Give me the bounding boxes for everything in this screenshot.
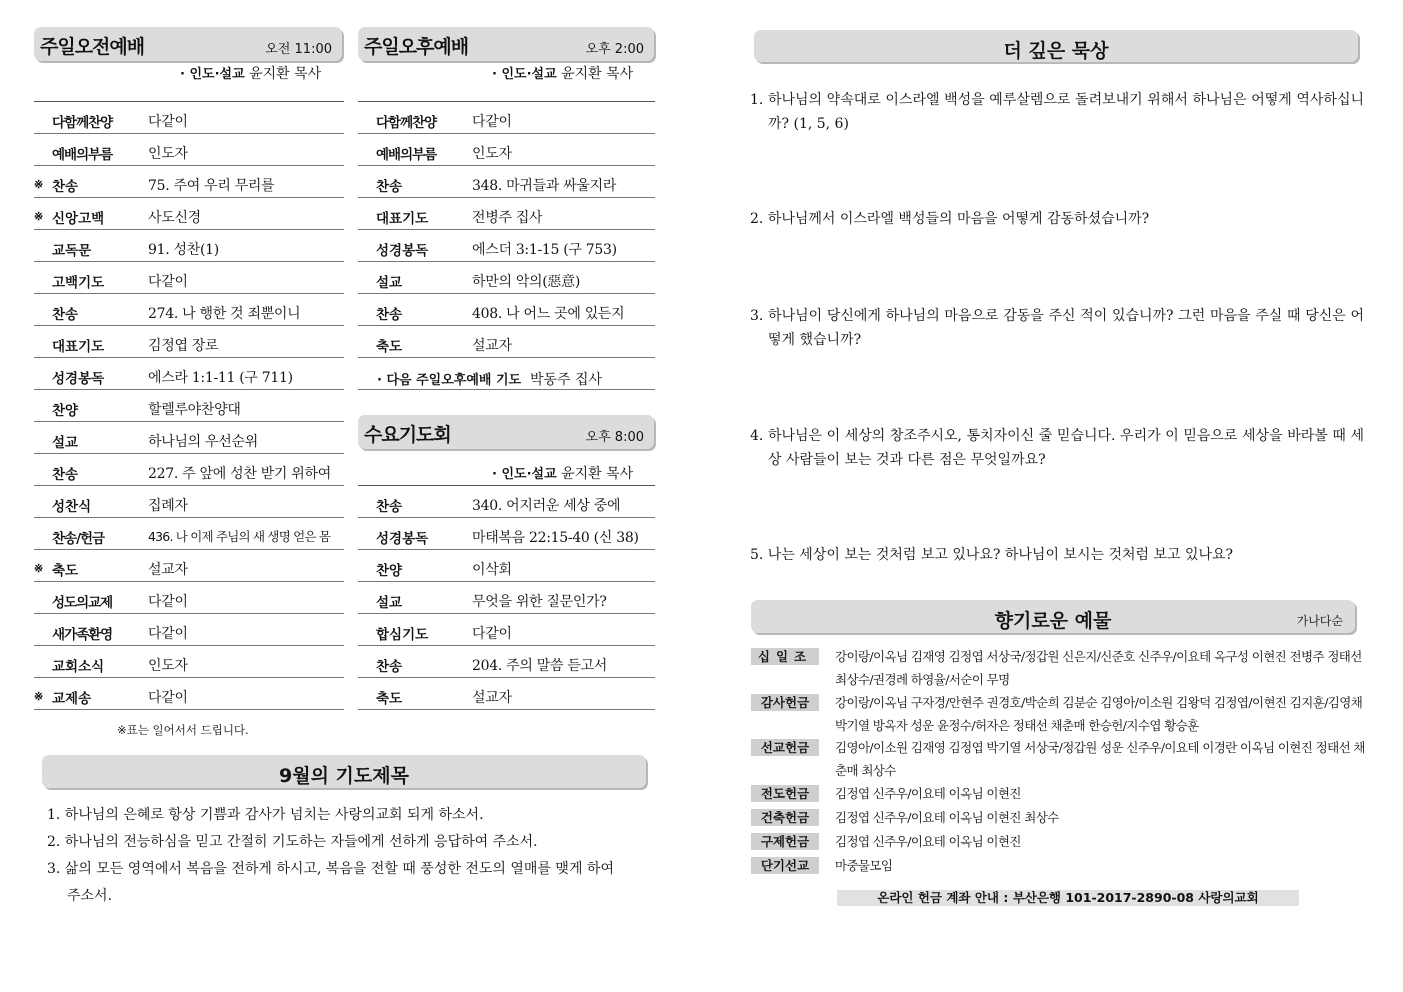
- question-item: 4. 하나님은 이 세상의 창조주시오, 통치자이신 줄 믿습니다. 우리가 이 믿음으로 세상을 바라볼 때 세상 사람들이 보는 것과 다른 점은 무엇일까요?: [750, 428, 1364, 468]
- order-row: [358, 198, 655, 230]
- order-label: 찬송: [376, 499, 403, 515]
- order-label: 축도: [376, 691, 403, 707]
- order-value: 다같이: [148, 626, 188, 642]
- order-label: 찬송: [52, 307, 79, 323]
- afternoon-title: 주일오후예배: [364, 36, 469, 58]
- order-label: 찬송: [376, 307, 403, 323]
- order-label: 성경봉독: [52, 371, 105, 387]
- offering-label: 전도헌금: [751, 785, 819, 802]
- offering-title: 향기로운 예물: [994, 610, 1112, 632]
- order-value: 348. 마귀들과 싸울지라: [472, 178, 617, 194]
- order-value: 다같이: [472, 626, 512, 642]
- order-row: [34, 134, 344, 166]
- order-row: [34, 102, 344, 134]
- prayer-title: 9월의 기도제목: [279, 765, 409, 787]
- order-label: 신앙고백: [52, 211, 105, 227]
- bank-account: 온라인 헌금 계좌 안내 : 부산은행 101-2017-2890-08 사랑의교회: [837, 890, 1299, 906]
- order-value: 다같이: [148, 274, 188, 290]
- order-label: 새가족환영: [52, 627, 113, 643]
- order-value: 91. 성찬(1): [148, 242, 219, 258]
- order-label: 찬송: [52, 467, 79, 483]
- order-value: 사도신경: [148, 210, 201, 226]
- order-label: 성경봉독: [376, 531, 429, 547]
- order-row: [358, 582, 655, 614]
- order-value: 다같이: [148, 690, 188, 706]
- morning-time: 오전 11:00: [265, 42, 332, 57]
- order-label: 찬양: [52, 403, 79, 419]
- offering-names: 김정엽 신주우/이요테 이옥님 이현진: [835, 834, 1021, 849]
- order-label: 예배의부름: [52, 147, 113, 163]
- order-row: [34, 166, 344, 198]
- order-row: [34, 294, 344, 326]
- order-row: [358, 102, 655, 134]
- offering-label: 선교헌금: [751, 739, 819, 756]
- order-label: 설교: [376, 595, 403, 611]
- question-item: 2. 하나님께서 이스라엘 백성들의 마음을 어떻게 감동하셨습니까?: [750, 211, 1150, 227]
- prayer-header: [42, 755, 646, 788]
- order-value: 인도자: [148, 658, 188, 674]
- next-prayer-name: 박동주 집사: [530, 372, 603, 388]
- order-value: 436. 나 이제 주님의 새 생명 얻은 몸: [148, 529, 331, 544]
- offering-names: 김정엽 신주우/이요테 이옥님 이현진 최상수: [835, 810, 1059, 825]
- order-value: 이삭회: [472, 562, 512, 578]
- order-value: 인도자: [472, 146, 512, 162]
- stand-mark: ※: [34, 210, 44, 223]
- order-value: 인도자: [148, 146, 188, 162]
- order-label: 합심기도: [376, 627, 429, 643]
- order-label: 찬송: [52, 179, 79, 195]
- prayer-item: 1. 하나님의 은혜로 항상 기쁨과 감사가 넘치는 사랑의교회 되게 하소서.: [47, 807, 484, 823]
- wednesday-order: [358, 485, 655, 710]
- prayer-list: [47, 802, 617, 910]
- order-row: [358, 326, 655, 358]
- order-label: 대표기도: [376, 211, 429, 227]
- order-label: 교제송: [52, 691, 92, 707]
- order-row: [34, 582, 344, 614]
- order-value: 집례자: [148, 498, 188, 514]
- order-value: 전병주 집사: [472, 210, 543, 226]
- order-value: 에스더 3:1-15 (구 753): [472, 242, 617, 258]
- morning-header: [34, 27, 342, 61]
- stand-mark: ※: [34, 562, 44, 575]
- order-label: 다함께찬양: [52, 115, 113, 131]
- order-value: 무엇을 위한 질문인가?: [472, 594, 607, 610]
- order-row: [34, 646, 344, 678]
- prayer-item: 2. 하나님의 전능하심을 믿고 간절히 기도하는 자들에게 선하게 응답하여 주소서.: [47, 834, 538, 850]
- wednesday-title: 수요기도회: [364, 424, 451, 446]
- order-label: 예배의부름: [376, 147, 437, 163]
- order-value: 227. 주 앞에 성찬 받기 위하여: [148, 466, 331, 482]
- order-row: [34, 486, 344, 518]
- question-item: 1. 하나님의 약속대로 이스라엘 백성을 예루살렘으로 돌려보내기 위해서 하나님은 어떻게 역사하십니까? (1, 5, 6): [750, 92, 1364, 132]
- order-label: 고백기도: [52, 275, 105, 291]
- order-row: [34, 358, 344, 390]
- order-value: 할렐루야찬양대: [148, 402, 241, 418]
- stand-mark: ※: [34, 178, 44, 191]
- order-label: 찬송: [376, 179, 403, 195]
- wednesday-leader: [492, 463, 633, 483]
- afternoon-leader: [492, 63, 633, 83]
- next-prayer: [377, 369, 602, 389]
- order-row: [34, 230, 344, 262]
- stand-note: ※표는 일어서서 드립니다.: [117, 723, 249, 737]
- order-value: 274. 나 행한 것 죄뿐이니: [148, 306, 301, 322]
- order-row: [358, 678, 655, 710]
- order-label: 교독문: [52, 243, 92, 259]
- order-value: 하만의 악의(惡意): [472, 274, 580, 290]
- order-value: 하나님의 우선순위: [148, 434, 258, 450]
- order-value: 408. 나 어느 곳에 있든지: [472, 306, 625, 322]
- order-row: [34, 614, 344, 646]
- wednesday-leader-name: 윤지환 목사: [561, 466, 634, 482]
- order-row: [358, 166, 655, 198]
- order-label: 찬송/헌금: [52, 531, 105, 547]
- afternoon-leader-label: · 인도·설교: [492, 67, 557, 82]
- order-row: [34, 422, 344, 454]
- order-value: 마태복음 22:15-40 (신 38): [472, 530, 639, 546]
- order-row: [34, 198, 344, 230]
- morning-leader: [180, 63, 321, 83]
- order-label: 설교: [376, 275, 403, 291]
- offering-names: 강이랑/이옥님 김재영 김정엽 서상국/정갑원 신은지/신준호 신주우/이요테 옥구성 이현진 전병주 정태선 최상수/권경례 하영율/서순이 무명: [835, 649, 1362, 687]
- wednesday-time: 오후 8:00: [585, 430, 644, 445]
- question-item: 3. 하나님이 당신에게 하나님의 마음으로 감동을 주신 적이 있습니까? 그런 마음을 주실 때 당신은 어떻게 했습니까?: [750, 308, 1364, 348]
- order-row: [358, 262, 655, 294]
- offering-names: 강이랑/이옥님 구자경/안현주 권경호/박순희 김분순 김영아/이소원 김왕덕 김정엽/이현진 김지훈/김영채 박기열 방옥자 성운 윤정수/허자은 정태선 채춘매 한승헌/지수엽 황승훈: [835, 695, 1363, 733]
- order-value: 에스라 1:1-11 (구 711): [148, 370, 293, 386]
- prayer-item: 3. 삶의 모든 영역에서 복음을 전하게 하시고, 복음을 전할 때 풍성한 전도의 열매를 맺게 하여 주소서.: [47, 861, 614, 904]
- offering-names: 김영아/이소원 김재영 김정엽 박기열 서상국/정갑원 성운 신주우/이요테 이경란 이옥님 이현진 정태선 채춘매 최상수: [835, 740, 1365, 778]
- order-label: 대표기도: [52, 339, 105, 355]
- morning-leader-name: 윤지환 목사: [249, 66, 322, 82]
- order-value: 204. 주의 말씀 듣고서: [472, 658, 607, 674]
- order-row: [34, 550, 344, 582]
- order-label: 교회소식: [52, 659, 105, 675]
- next-prayer-rule: [358, 389, 655, 390]
- order-row: [358, 486, 655, 518]
- offering-names: 김정엽 신주우/이요테 이옥님 이현진: [835, 786, 1021, 801]
- order-label: 성도의교제: [52, 595, 113, 611]
- afternoon-order: [358, 101, 655, 358]
- question-item: 5. 나는 세상이 보는 것처럼 보고 있나요? 하나님이 보시는 것처럼 보고 있나요?: [750, 547, 1234, 563]
- order-value: 340. 어지러운 세상 중에: [472, 498, 621, 514]
- meditation-header: [754, 30, 1358, 62]
- next-prayer-label: · 다음 주일오후예배 기도: [377, 373, 522, 388]
- order-value: 설교자: [472, 690, 512, 706]
- order-label: 찬송: [376, 659, 403, 675]
- stand-mark: ※: [34, 690, 44, 703]
- offering-names: 마중물모임: [835, 858, 893, 873]
- offering-header: [751, 600, 1355, 633]
- order-label: 축도: [376, 339, 403, 355]
- order-value: 75. 주여 우리 무리를: [148, 178, 275, 194]
- order-label: 성찬식: [52, 499, 92, 515]
- order-label: 찬양: [376, 563, 403, 579]
- order-label: 설교: [52, 435, 79, 451]
- afternoon-time: 오후 2:00: [585, 42, 644, 57]
- order-value: 다같이: [148, 594, 188, 610]
- order-row: [34, 262, 344, 294]
- morning-title: 주일오전예배: [40, 36, 145, 58]
- offering-label: 십일조: [751, 648, 819, 665]
- order-value: 다같이: [148, 114, 188, 130]
- afternoon-header: [358, 27, 654, 61]
- order-row: [358, 134, 655, 166]
- meditation-title: 더 깊은 묵상: [1003, 40, 1109, 62]
- order-row: [34, 390, 344, 422]
- morning-leader-label: · 인도·설교: [180, 67, 245, 82]
- order-value: 설교자: [472, 338, 512, 354]
- afternoon-leader-name: 윤지환 목사: [561, 66, 634, 82]
- offering-order-note: 가나다순: [1296, 614, 1343, 628]
- order-value: 다같이: [472, 114, 512, 130]
- order-row: [358, 230, 655, 262]
- order-label: 축도: [52, 563, 79, 579]
- order-row: [34, 518, 344, 550]
- offering-label: 단기선교: [751, 857, 819, 874]
- wednesday-leader-label: · 인도·설교: [492, 467, 557, 482]
- order-row: [34, 326, 344, 358]
- order-value: 김정엽 장로: [148, 338, 219, 354]
- order-row: [34, 678, 344, 710]
- order-row: [358, 550, 655, 582]
- order-row: [358, 518, 655, 550]
- order-label: 다함께찬양: [376, 115, 437, 131]
- order-label: 성경봉독: [376, 243, 429, 259]
- wednesday-header: [358, 415, 654, 449]
- order-value: 설교자: [148, 562, 188, 578]
- offering-label: 구제헌금: [751, 833, 819, 850]
- order-row: [358, 614, 655, 646]
- offering-label: 감사헌금: [751, 694, 819, 711]
- order-row: [34, 454, 344, 486]
- offering-label: 건축헌금: [751, 809, 819, 826]
- order-row: [358, 646, 655, 678]
- morning-order: [34, 101, 344, 710]
- order-row: [358, 294, 655, 326]
